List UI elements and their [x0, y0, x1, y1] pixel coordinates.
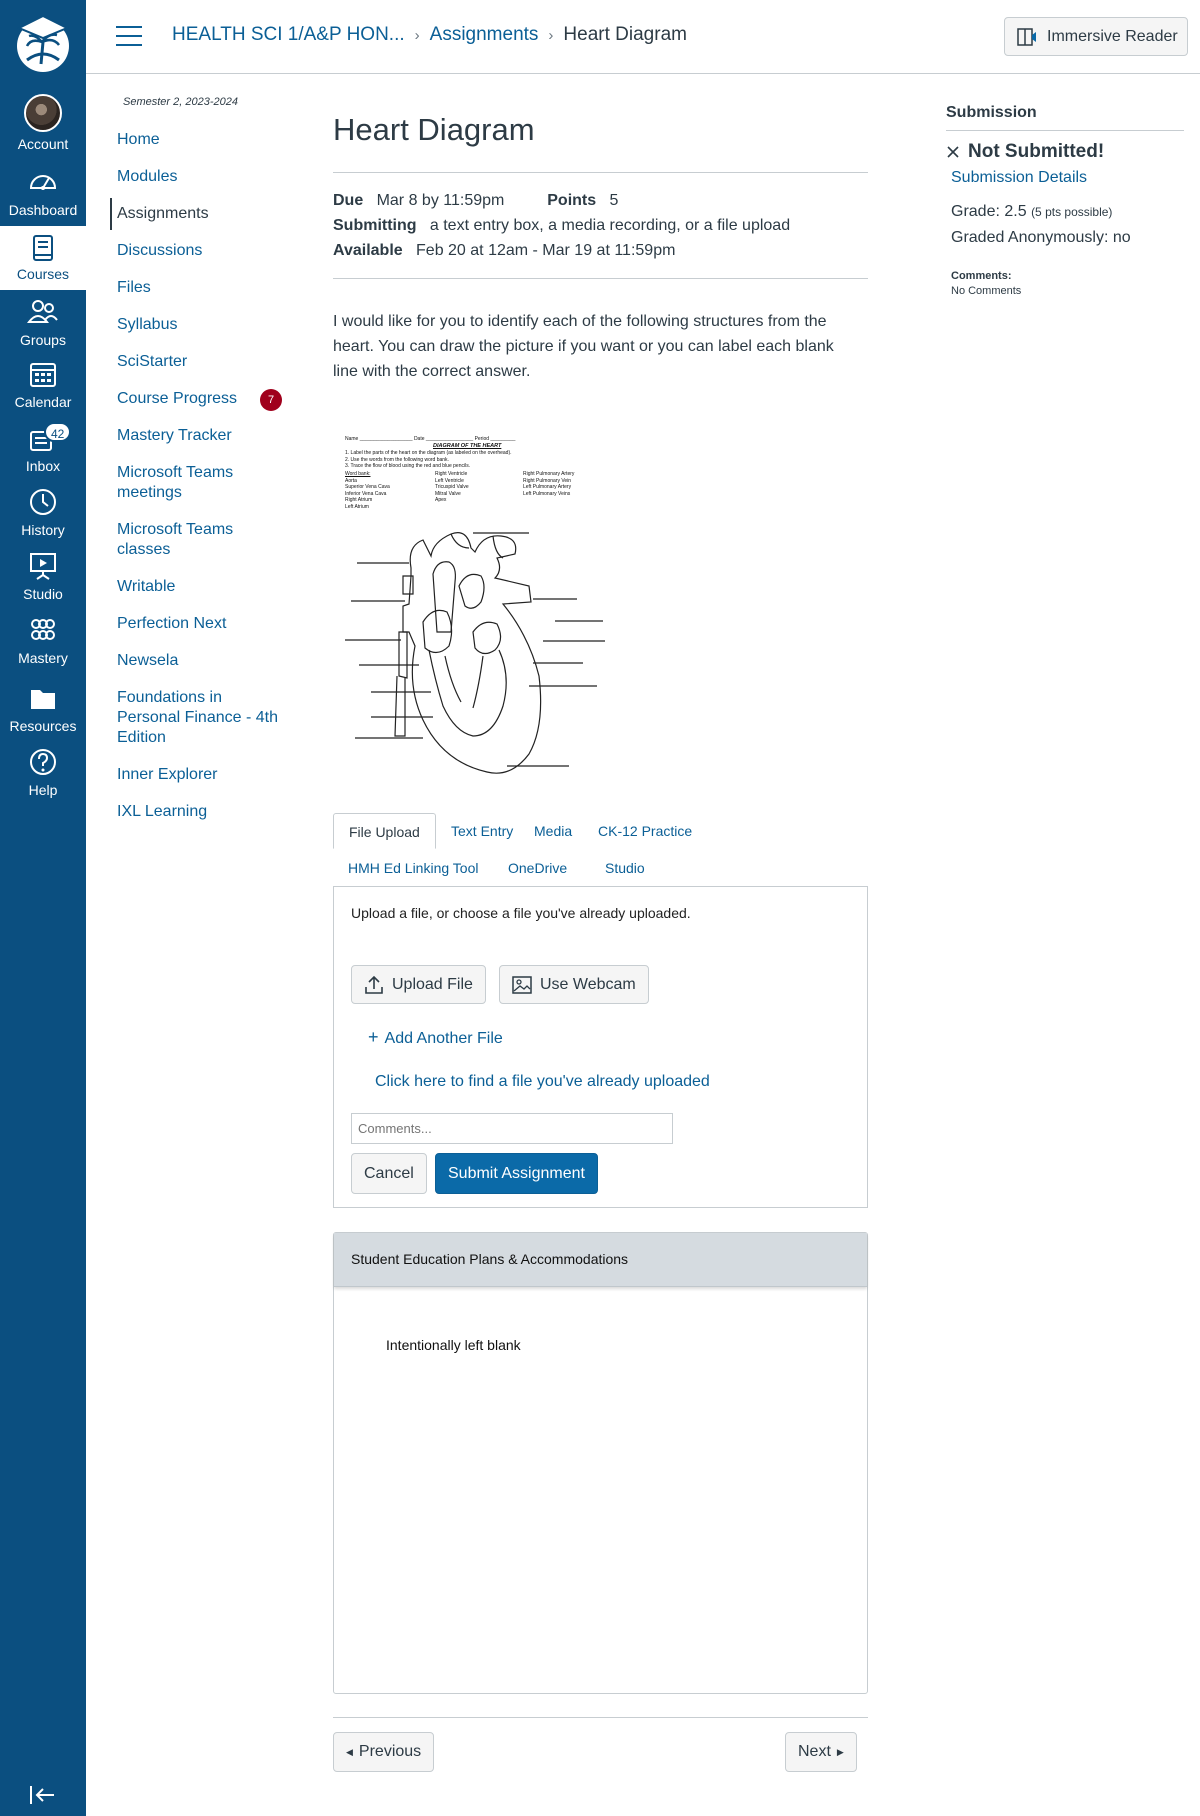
submission-tabs: [333, 813, 868, 887]
assignment-details: [333, 173, 868, 279]
global-nav-resources[interactable]: [0, 682, 86, 746]
word-bank-term: Tricuspid Valve: [435, 484, 469, 490]
global-nav-help[interactable]: [0, 746, 86, 810]
speedometer-icon: [27, 166, 59, 198]
word-bank-term: Inferior Vena Cava: [345, 490, 387, 497]
worksheet-instruction: 2. Use the words from the following word bank.: [345, 456, 449, 463]
accommodations-panel: [333, 1232, 868, 1694]
global-nav-label: Help: [28, 782, 58, 798]
chevron-right-icon: ›: [548, 27, 554, 44]
course-nav-course-progress[interactable]: [110, 383, 290, 415]
heart-diagram-worksheet: [333, 436, 623, 788]
previous-button[interactable]: [333, 1732, 434, 1772]
course-nav-inner-explorer[interactable]: Inner Explorer: [117, 766, 218, 783]
question-icon: [27, 746, 59, 778]
global-nav-inbox[interactable]: [0, 422, 86, 486]
page-header: [86, 0, 1200, 74]
collapse-nav-icon[interactable]: [28, 1783, 58, 1807]
word-bank-term: Right Ventricle: [435, 471, 468, 477]
immersive-reader-button[interactable]: [1004, 17, 1188, 56]
accommodations-title: Student Education Plans & Accommodations: [334, 1233, 867, 1287]
immersive-reader-icon: [1017, 27, 1039, 47]
submitting-label: Submitting: [333, 217, 417, 234]
global-nav-label: Inbox: [25, 458, 61, 474]
tab-studio[interactable]: Studio: [605, 860, 645, 876]
available-row: [333, 238, 868, 263]
submitting-row: [333, 213, 868, 238]
cancel-button[interactable]: Cancel: [351, 1153, 427, 1194]
triangle-right-icon: ▶: [836, 1746, 844, 1757]
use-webcam-button[interactable]: [499, 965, 649, 1004]
worksheet-heading: DIAGRAM OF THE HEART: [433, 443, 502, 449]
school-logo[interactable]: [13, 12, 73, 76]
tab-file-upload[interactable]: File Upload: [333, 813, 436, 849]
studio-icon: [27, 550, 59, 582]
course-nav-teams-classes[interactable]: Microsoft Teams classes: [117, 521, 234, 558]
global-nav-label: Mastery: [18, 650, 68, 666]
word-bank-label: Word bank:: [345, 471, 371, 477]
course-nav-personal-finance[interactable]: Foundations in Personal Finance - 4th Edition: [117, 689, 278, 746]
breadcrumb: [172, 24, 687, 46]
course-nav-label: Course Progress: [117, 390, 238, 407]
global-nav-label: Studio: [23, 586, 63, 602]
course-nav-teams-meetings[interactable]: Microsoft Teams meetings: [117, 464, 234, 501]
course-navigation: [110, 96, 290, 828]
comments-label: Comments:: [951, 270, 1012, 282]
submission-status-text: Not Submitted!: [968, 141, 1105, 162]
upload-instructions: Upload a file, or choose a file you've already uploaded.: [351, 905, 691, 921]
chevron-right-icon: ›: [414, 27, 420, 44]
word-bank-term: Mitral Valve: [435, 490, 461, 497]
find-uploaded-file-link[interactable]: Click here to find a file you've already uploaded: [375, 1073, 710, 1090]
due-label: Due: [333, 192, 364, 209]
plus-icon: +: [368, 1027, 379, 1047]
due-value: Mar 8 by 11:59pm: [376, 192, 505, 209]
word-bank-term: Right Atrium: [345, 497, 373, 503]
word-bank-term: Aorta: [345, 477, 357, 484]
tab-ck12-practice[interactable]: CK-12 Practice: [598, 823, 693, 839]
comments-field[interactable]: [351, 1113, 673, 1144]
submission-details-link[interactable]: Submission Details: [951, 169, 1088, 186]
breadcrumb-course[interactable]: HEALTH SCI 1/A&P HON...: [172, 24, 405, 45]
global-nav-label: Dashboard: [8, 202, 78, 218]
global-navigation: [0, 0, 86, 1816]
assignment-pager: [333, 1717, 868, 1760]
word-bank-term: Right Pulmonary Artery: [523, 471, 575, 477]
word-bank-term: Right Pulmonary Vein: [523, 477, 572, 484]
global-nav-label: Account: [17, 136, 69, 152]
points-label: Points: [547, 192, 597, 209]
global-nav-label: History: [21, 522, 65, 538]
word-bank-term: Left Ventricle: [435, 477, 464, 484]
global-nav-account[interactable]: [0, 94, 86, 158]
tab-text-entry[interactable]: Text Entry: [451, 823, 514, 839]
breadcrumb-current: Heart Diagram: [563, 24, 687, 45]
file-upload-panel: [333, 887, 868, 1208]
course-nav-writable[interactable]: Writable: [117, 578, 176, 595]
submit-assignment-button[interactable]: Submit Assignment: [435, 1153, 598, 1194]
course-nav-scistarter[interactable]: SciStarter: [117, 353, 188, 370]
word-bank-term: Left Pulmonary Artery: [523, 484, 572, 490]
points-value: 5: [609, 192, 619, 209]
accommodations-body: Intentionally left blank: [386, 1337, 521, 1353]
course-nav-newsela[interactable]: Newsela: [117, 652, 179, 669]
word-bank-term: Left Atrium: [345, 503, 369, 510]
course-nav-files[interactable]: Files: [117, 279, 151, 296]
available-value: Feb 20 at 12am - Mar 19 at 11:59pm: [416, 242, 676, 259]
due-row: [333, 188, 868, 213]
submission-heading: Submission: [946, 104, 1184, 131]
hamburger-menu-icon[interactable]: [116, 26, 142, 48]
global-nav-label: Courses: [16, 266, 70, 282]
heart-illustration: [333, 436, 623, 788]
previous-label: Previous: [358, 1743, 422, 1760]
tab-onedrive[interactable]: OneDrive: [508, 860, 568, 876]
grade-value: Grade: 2.5: [951, 203, 1027, 220]
page-title: Heart Diagram: [333, 112, 868, 173]
course-nav-ixl-learning[interactable]: IXL Learning: [117, 803, 208, 820]
upload-file-button[interactable]: [351, 965, 486, 1004]
breadcrumb-assignments[interactable]: Assignments: [429, 24, 539, 45]
global-nav-calendar[interactable]: [0, 358, 86, 422]
submission-status: [946, 141, 1184, 163]
worksheet-instruction: 3. Trace the flow of blood using the red and blue pencils.: [345, 463, 471, 469]
immersive-reader-label: Immersive Reader: [1047, 27, 1178, 45]
global-nav-studio[interactable]: [0, 550, 86, 614]
upload-file-label: Upload File: [392, 975, 473, 993]
global-nav-groups[interactable]: [0, 296, 86, 360]
word-bank-term: Superior Vena Cava: [345, 484, 390, 490]
word-bank-term: Left Pulmonary Veins: [523, 490, 571, 497]
course-nav-discussions[interactable]: Discussions: [117, 242, 203, 259]
calendar-icon: [27, 358, 59, 390]
course-nav-modules[interactable]: Modules: [117, 168, 178, 185]
available-label: Available: [333, 242, 403, 259]
course-nav-home[interactable]: Home: [117, 131, 160, 148]
tab-media[interactable]: Media: [534, 823, 573, 839]
grade-info: [951, 199, 1184, 250]
tab-hmh-ed-linking[interactable]: HMH Ed Linking Tool: [348, 860, 479, 876]
course-nav-syllabus[interactable]: Syllabus: [117, 316, 178, 333]
course-progress-badge: 7: [260, 389, 282, 411]
next-label: Next: [798, 1743, 831, 1760]
graded-anonymously: Graded Anonymously: no: [951, 229, 1131, 246]
global-nav-courses[interactable]: [0, 226, 86, 290]
assignment-content: [333, 96, 868, 1694]
inbox-unread-badge: 42: [44, 422, 71, 442]
add-another-file-link[interactable]: [368, 1027, 503, 1048]
submission-sidebar: [946, 104, 1184, 297]
folder-icon: [27, 682, 59, 714]
global-nav-dashboard[interactable]: [0, 166, 86, 230]
people-icon: [27, 296, 59, 328]
assignment-description: I would like for you to identify each of the following structures from the heart. You can draw the picture if you want or you can label each blank line with the correct answer.: [333, 313, 834, 380]
clock-icon: [27, 486, 59, 518]
global-nav-label: Groups: [20, 332, 66, 348]
word-bank-term: Apex: [435, 497, 447, 503]
mastery-icon: [27, 614, 59, 646]
avatar: [24, 94, 62, 132]
course-nav-assignments[interactable]: Assignments: [110, 198, 290, 230]
upload-icon: [364, 975, 384, 995]
use-webcam-label: Use Webcam: [540, 975, 636, 993]
global-nav-history[interactable]: [0, 486, 86, 550]
global-nav-mastery[interactable]: [0, 614, 86, 678]
course-nav-mastery-tracker[interactable]: Mastery Tracker: [117, 427, 232, 444]
worksheet-instruction: 1. Label the parts of the heart on the diagram (as labeled on the overhead).: [345, 450, 512, 456]
worksheet-name-line: Name ___________________ Date _________________ Period _________: [345, 436, 516, 442]
triangle-left-icon: ◀: [346, 1746, 353, 1757]
add-another-file-label: Add Another File: [384, 1030, 503, 1047]
image-icon: [512, 976, 532, 994]
course-nav-perfection-next[interactable]: Perfection Next: [117, 615, 227, 632]
submitting-value: a text entry box, a media recording, or a file upload: [429, 217, 791, 234]
semester-label: Semester 2, 2023-2024: [123, 96, 238, 108]
global-nav-label: Calendar: [14, 394, 72, 410]
next-button[interactable]: [785, 1732, 857, 1772]
book-icon: [27, 232, 59, 264]
grade-possible: (5 pts possible): [1031, 205, 1113, 219]
comments-value: No Comments: [951, 285, 1022, 297]
global-nav-label: Resources: [9, 718, 77, 734]
close-icon: [946, 145, 960, 159]
